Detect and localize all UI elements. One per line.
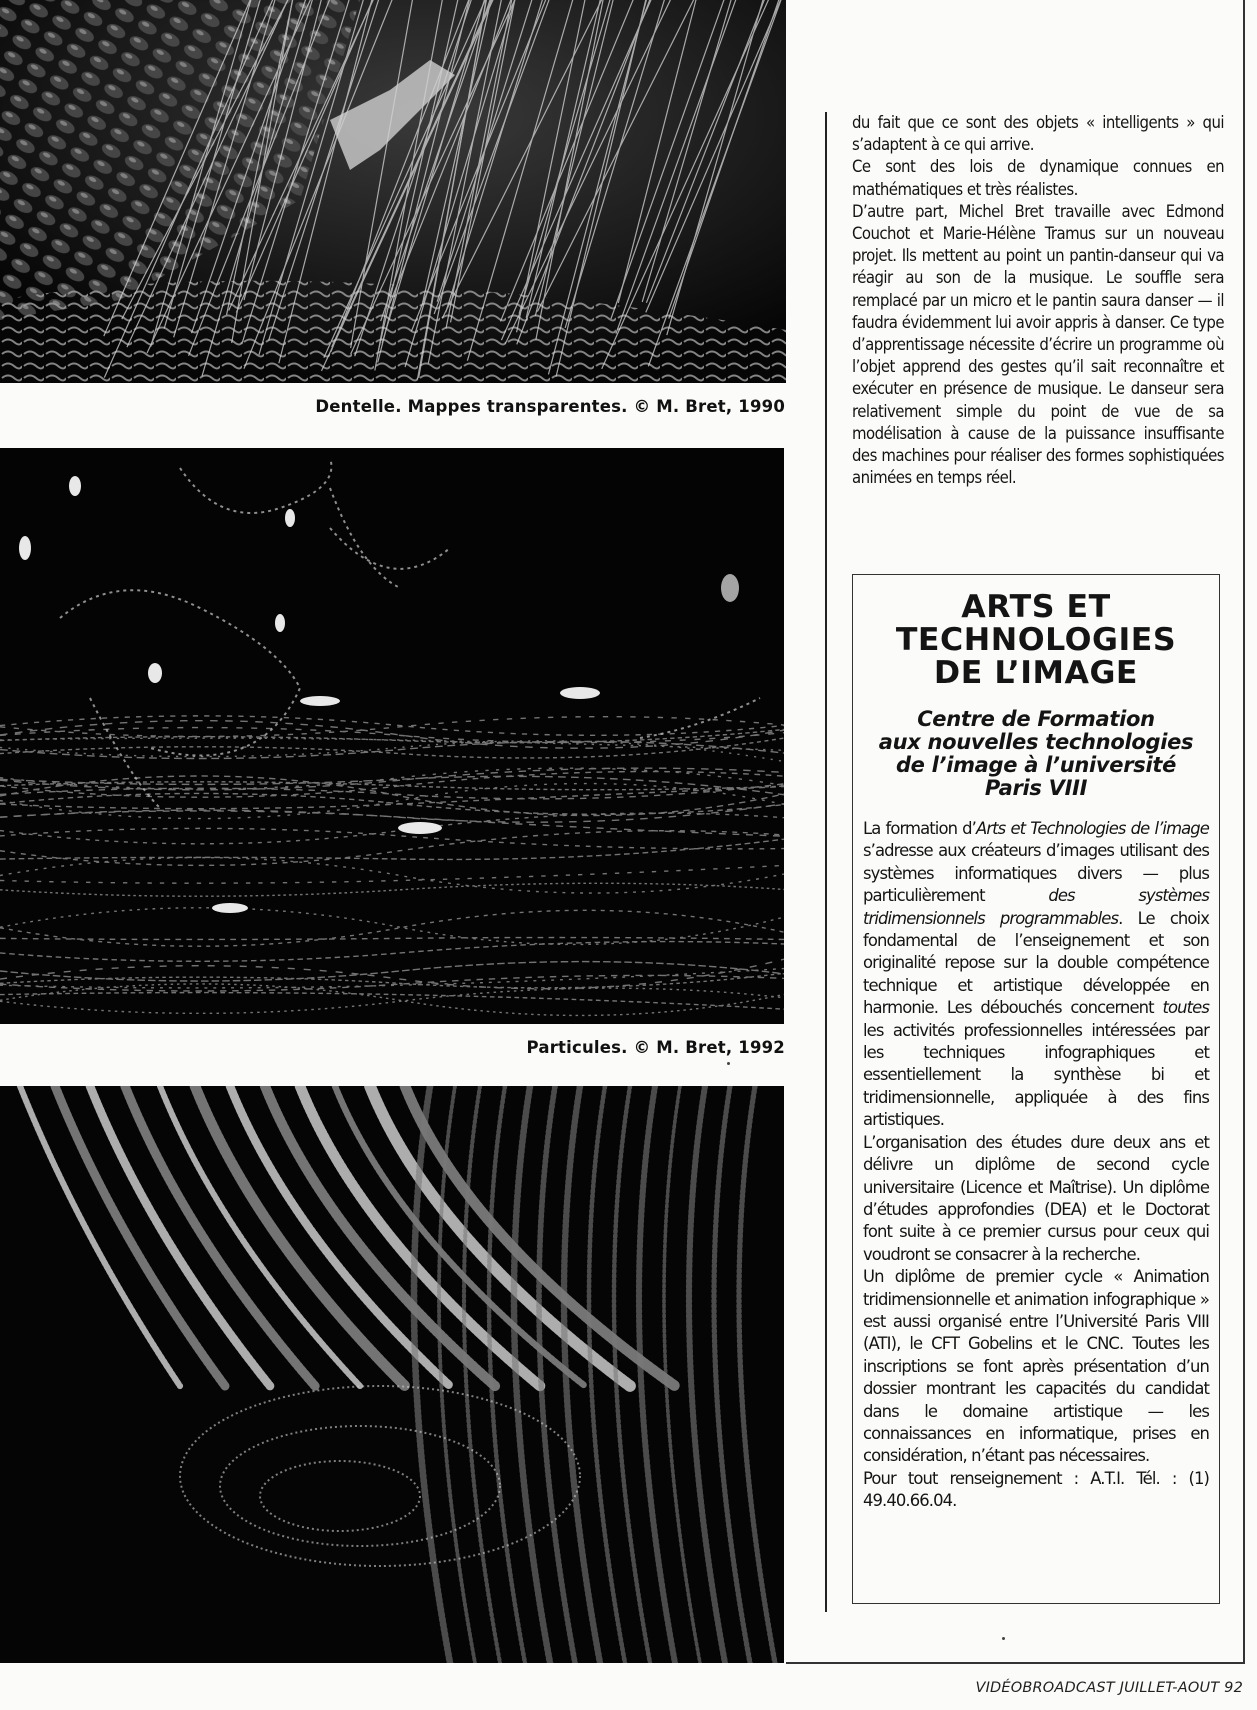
box-title-line: DE L’IMAGE [933,655,1139,691]
article-paragraph: du fait que ce sont des objets « intelligents » qui s’adaptent à ce qui arrive. [852,113,1224,155]
box-subtitle [853,708,1219,800]
photo-caption-particules: Particules. © M. Bret, 1992 [526,1038,785,1057]
photo-dentelle [0,0,786,383]
box-paragraph-contact: Pour tout renseignement : A.T.I. Tél. : (1) 49.40.66.04. [863,1468,1209,1511]
box-intro-text: s’adresse aux créateurs d’images utilisant des systèmes informatiques divers — plus particulièrement [863,841,1209,906]
print-speck [1002,1637,1005,1640]
box-title-line: ARTS ET [961,589,1111,625]
box-subtitle-line: Paris VIII [984,776,1088,800]
article-paragraph: Ce sont des lois de dynamique connues en mathématiques et très réalistes. [852,157,1224,199]
photo-untitled [0,1086,784,1663]
column-rule [825,112,827,1612]
article-paragraph: D’autre part, Michel Bret travaille avec Edmond Couchot et Marie-Hélène Tramus sur un nouveau projet. Ils mettent au point un pantin-danseur qui va réagir au son de la musique. Le souffle sera remplacé par un micro et le pantin saura danser — il faudra évidemment lui avoir appris à danser. Ce type d’apprentissage nécessite d’écrire un programme où l’objet apprend des gestes qu’il sait reconnaître et exécuter en présence de musique. Le danseur sera relativement simple du point de vue de sa modélisation à cause de la puissance insuffisante des machines pour réaliser des formes sophistiquées animées en temps réel. [852,201,1224,488]
box-title [849,591,1222,690]
box-intro-italic: Arts et Technologies de l’image [976,819,1209,838]
box-subtitle-line: de l’image à l’université [895,753,1177,777]
photo-dentelle-artwork [0,0,786,383]
page-frame-right-rule [1243,0,1245,1664]
page-frame-bottom-rule [786,1662,1245,1664]
box-paragraph: Un diplôme de premier cycle « Animation tridimensionnelle et animation infographique » est aussi organisé entre l’Université Paris VIII (ATI), le CFT Gobelins et le CNC. Toutes les inscriptions se font après présentation d’un dossier montrant les capacités du candidat dans le domaine artistique — les connaissances en informatique, prises en considération, n’étant pas nécessaires. [863,1267,1209,1466]
box-body [863,818,1209,1513]
box-intro-text: les activités professionnelles intéressées par les techniques infographiques et essentiellement la synthèse bi et tridimensionnelle, appliquée à des fins artistiques. [863,1020,1209,1130]
box-intro-text: . Le choix fondamental de l’enseignement et son originalité repose sur la double compétence technique et artistique développée en harmonie. Les débouchés concernent [863,908,1209,1018]
print-speck [727,1062,730,1065]
photo-particules-artwork [0,448,784,1024]
box-subtitle-line: aux nouvelles technologies [878,730,1194,754]
photo-particules [0,448,784,1024]
box-title-line: TECHNOLOGIES [895,622,1177,658]
box-intro-paragraph [863,818,1209,1132]
box-intro-italic: des systèmes tridimensionnels programmables [863,886,1209,928]
photo-caption-dentelle: Dentelle. Mappes transparentes. © M. Bret, 1990 [315,397,785,416]
sidebar-box-arts-technologies [852,574,1220,1604]
article-column [852,112,1224,489]
box-intro-text: La formation d’ [863,819,976,838]
photo-untitled-artwork [0,1086,784,1663]
box-subtitle-line: Centre de Formation [917,707,1155,731]
box-intro-italic: toutes [1162,998,1209,1018]
publication-footer: VIDÉOBROADCAST JUILLET-AOUT 92 [975,1680,1243,1696]
box-paragraph: L’organisation des études dure deux ans et délivre un diplôme de second cycle universitaire (Licence et Maîtrise). Un diplôme d’études approfondies (DEA) et le Doctorat font suite à ce premier cursus pour ceux qui voudront se consacrer à la recherche. [863,1132,1209,1264]
